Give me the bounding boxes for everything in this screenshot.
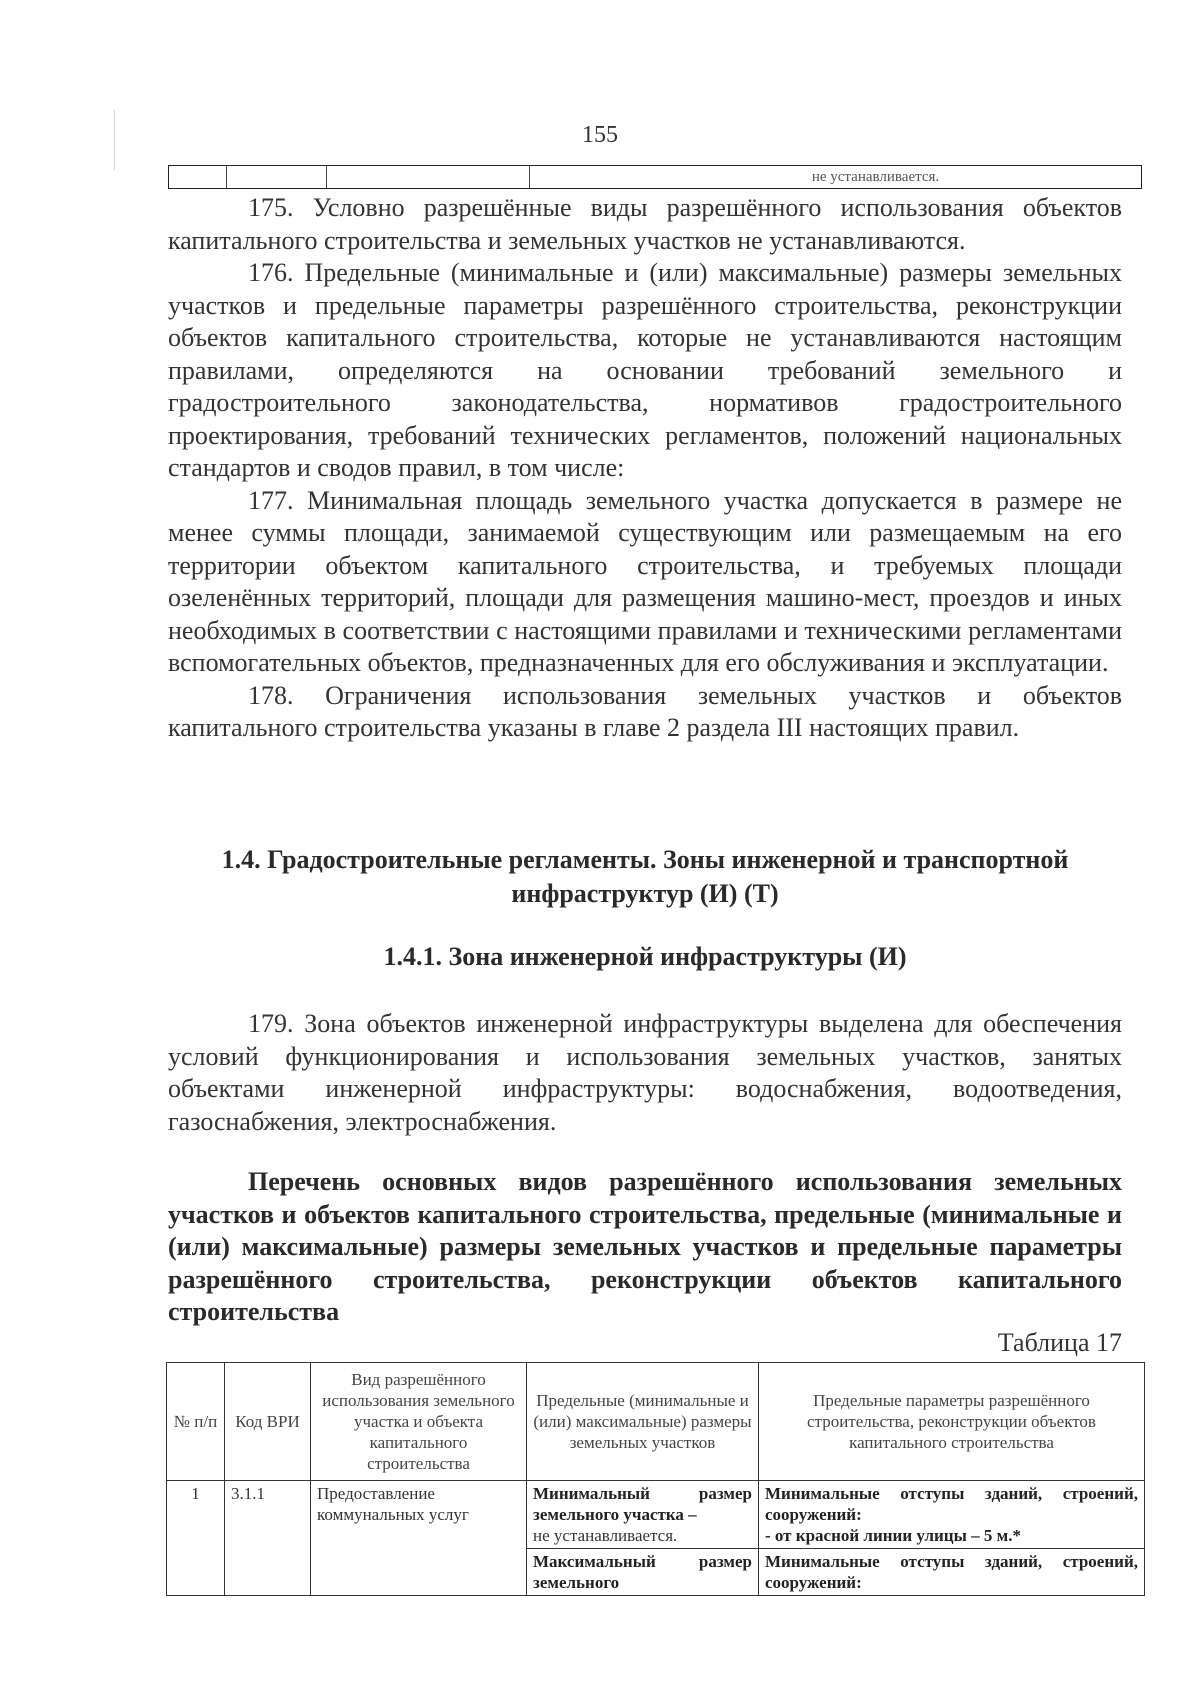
header-num: № п/п <box>167 1363 225 1481</box>
row1-size-min <box>527 1481 759 1549</box>
stub-cell-3 <box>327 166 530 188</box>
paragraph-179: 179. Зона объектов инженерной инфраструктуры выделена для обеспечения условий функционирования и использования земельных участков, занятых объектами инженерной инфраструктуры: водоснабжения, водоотведения, газоснабжения, электроснабжения. <box>168 1009 1122 1136</box>
previous-table-stub <box>168 165 1142 189</box>
row1-size-max <box>527 1549 759 1596</box>
heading-1-4-line1: 1.4. Градостроительные регламенты. Зоны инженерной и транспортной <box>221 845 1069 874</box>
size-min-label: Минимальный размер земельного участка – <box>533 1484 752 1524</box>
paragraph-177: 177. Минимальная площадь земельного участка допускается в размере не менее суммы площади, занимаемой существующим или размещаемым на его территории объектом капитального строительства, и требуемых площади озеленённых территорий, площади для размещения машино-мест, проездов и иных необходимых в соответствии с настоящими правилами и техническими регламентами вспомогательных объектов, предназначенных для его обслуживания и эксплуатации. <box>168 485 1122 677</box>
row1-kind: Предоставление коммунальных услуг <box>311 1481 527 1596</box>
row1-params-max <box>759 1549 1145 1596</box>
params-min-label: Минимальные отступы зданий, строений, сооружений: <box>765 1484 1138 1524</box>
table-header-row <box>167 1363 1145 1481</box>
paragraph-176: 176. Предельные (минимальные и (или) максимальные) размеры земельных участков и предельные параметры разрешённого строительства, реконструкции объектов капитального строительства, которые не устанавливаются настоящим правилами, определяются на основании требований земельного и градостроительного законодательства, нормативов градостроительного проектирования, требований технических регламентов, положений национальных стандартов и сводов правил, в том числе: <box>168 258 1122 482</box>
table-row <box>167 1481 1145 1549</box>
header-params: Предельные параметры разрешённого строительства, реконструкции объектов капитального строительства <box>759 1363 1145 1481</box>
stub-cell-2 <box>227 166 327 188</box>
paragraph-178: 178. Ограничения использования земельных участков и объектов капитального строительства указаны в главе 2 раздела III настоящих правил. <box>168 680 1122 742</box>
row1-num: 1 <box>167 1481 225 1596</box>
header-sizes: Предельные (минимальные и (или) максимальные) размеры земельных участков <box>527 1363 759 1481</box>
heading-1-4-1: 1.4.1. Зона инженерной инфраструктуры (И) <box>383 942 907 971</box>
row1-code: 3.1.1 <box>225 1481 311 1596</box>
heading-1-4-line2: инфраструктур (И) (Т) <box>511 879 779 908</box>
size-max-label: Максимальный размер земельного <box>533 1552 752 1592</box>
row1-params-min <box>759 1481 1145 1549</box>
params-min-value: - от красной линии улицы – 5 м.* <box>765 1526 1021 1545</box>
stub-cell-1 <box>169 166 227 188</box>
table-label: Таблица 17 <box>997 1328 1122 1357</box>
paragraph-175: 175. Условно разрешённые виды разрешённого использования объектов капитального строительства и земельных участков не устанавливаются. <box>168 193 1122 255</box>
header-code: Код ВРИ <box>225 1363 311 1481</box>
list-heading: Перечень основных видов разрешённого использования земельных участков и объектов капитального строительства, предельные (минимальные и (или) максимальные) размеры земельных участков и предельные параметры разрешённого строительства, реконструкции объектов капитального строительства <box>168 1167 1122 1326</box>
page-number: 155 <box>582 122 618 148</box>
stub-cell-4: не устанавливается. <box>811 169 940 185</box>
header-kind: Вид разрешённого использования земельного участка и объекта капитального строительства <box>311 1363 527 1481</box>
zoning-table <box>166 1362 1145 1596</box>
heading-1-4 <box>168 843 1122 911</box>
size-min-value: не устанавливается. <box>533 1526 678 1545</box>
paragraph-179-block <box>168 1008 1122 1138</box>
params-max-label: Минимальные отступы зданий, строений, сооружений: <box>765 1552 1138 1592</box>
section-paragraphs <box>168 192 1122 745</box>
